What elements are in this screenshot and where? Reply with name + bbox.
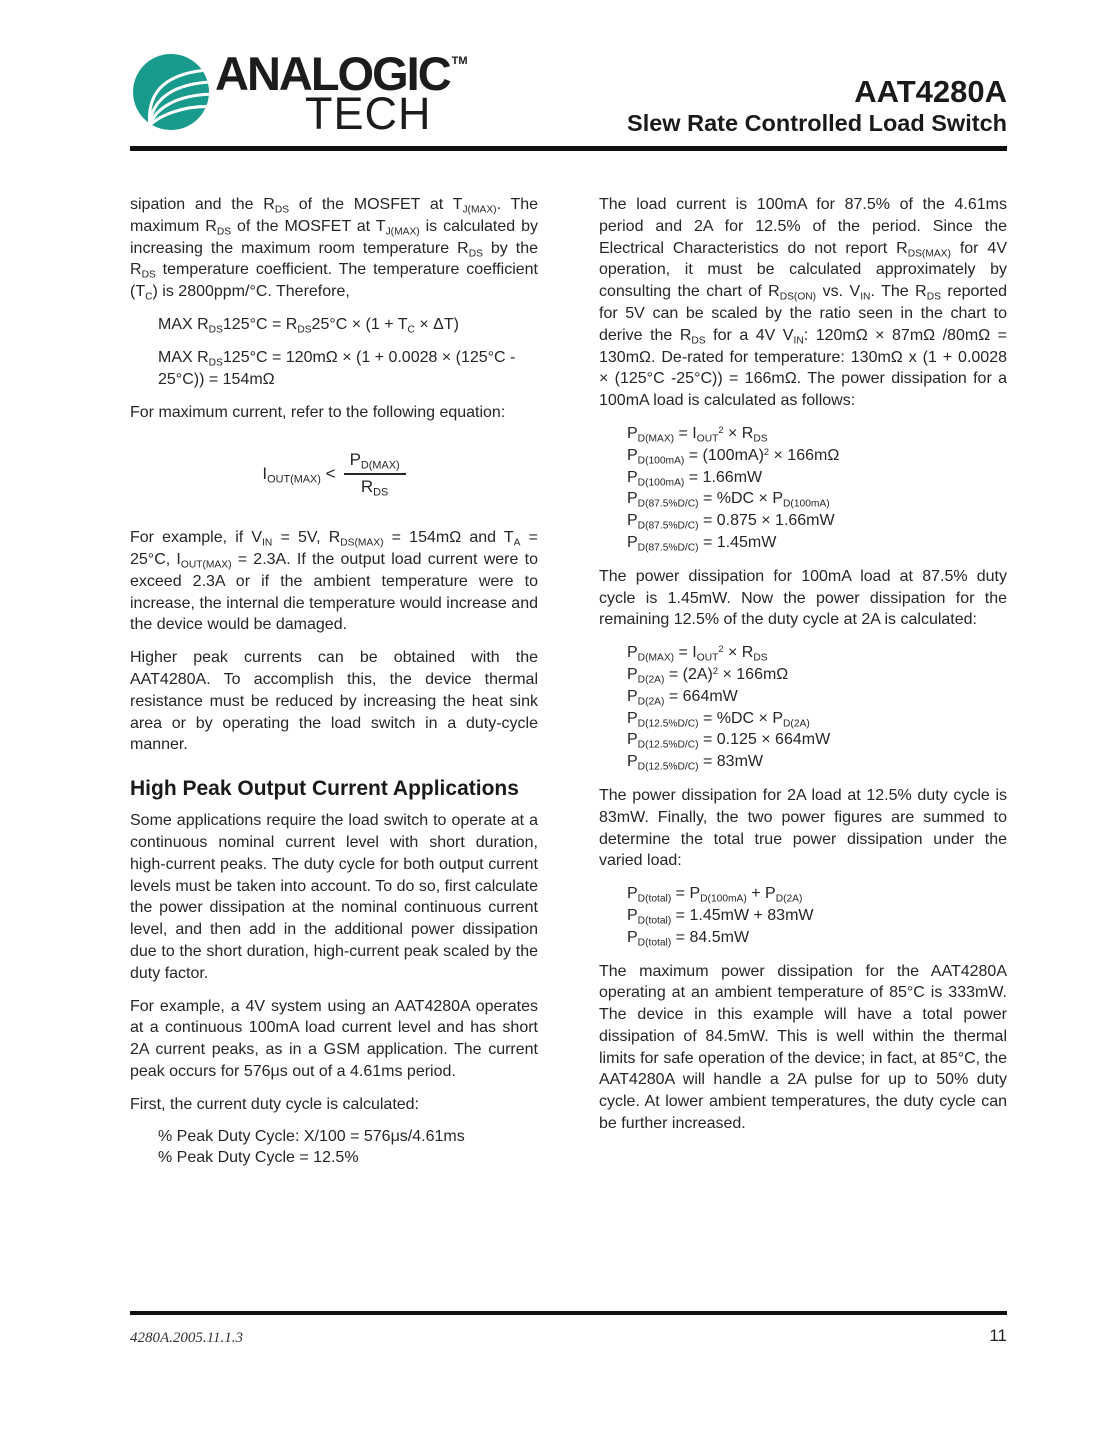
brand-name-line1: ANALOGIC ™	[215, 47, 468, 100]
equation-iout-max	[130, 450, 538, 497]
equation-line: $P_{D(total)} = 84.5mW$	[627, 928, 750, 948]
page-number: 11	[989, 1326, 1007, 1345]
equation-block-duty-cycle	[130, 1126, 538, 1170]
paragraph: Higher peak currents can be obtained with the AAT4280A. To accomplish this, the device thermal resistance must be reduced by increasing the heat sink area or by operating the load switch in a duty-cycle manner.	[130, 649, 538, 754]
equation-line: $P_{D(100mA)} = (100mA)^2 \times 166m\Omega$	[627, 446, 840, 467]
fraction	[344, 450, 406, 497]
fraction-numerator: $P_{D(MAX)}$	[349, 450, 400, 472]
paragraph: sipation and the $R_{DS}$ of the MOSFET at $T_{J(MAX)}$. The maximum $R_{DS}$ of the MOSFET at $T_{J(MAX)}$ is calculated by increasing the maximum room temperature $R_{DS}$ by the $R_{DS}$ temperature coefficient. The temperature coefficient $(T_C)$ is 2800ppm/°C. Therefore,	[130, 196, 539, 303]
part-number: AAT4280A	[854, 74, 1007, 109]
equation-line: $P_{D(87.5\%D/C)} = 1.45mW$	[627, 533, 777, 554]
trademark-symbol: TM	[451, 55, 468, 67]
equation-line: $P_{D(87.5\%D/C)} = \%DC \times P_{D(100mA)}$	[627, 490, 830, 510]
header-rule	[130, 146, 1007, 151]
equation-block-100ma	[599, 423, 1007, 554]
equation-line: $P_{D(total)} = 1.45mW + 83mW$	[627, 906, 814, 927]
paragraph: The load current is 100mA for 87.5% of the 4.61ms period and 2A for 12.5% of the period. Since the Electrical Characteristics do not report $R_{DS(MAX)}$ for 4V operation, it must be calculated approximately by consulting the chart of $R_{DS(ON)}$ vs. $V_{IN}$. The $R_{DS}$ reported for 5V can be scaled by the ratio seen in the chart to derive the $R_{DS}$ for a 4V $V_{IN}$: 120mΩ × 87mΩ /80mΩ = 130mΩ. De-rated for temperature: 130mΩ x (1 + 0.0028 × (125°C -25°C)) = 166mΩ. The power dissipation for a 100mA load is calculated as follows:	[599, 196, 1008, 410]
brand-text	[215, 47, 468, 139]
equation-line: $P_{D(total)} = P_{D(100mA)} + P_{D(2A)}$	[627, 885, 803, 905]
right-column	[599, 194, 1007, 1181]
doc-subtitle: Slew Rate Controlled Load Switch	[627, 109, 1007, 136]
equation-block-2a	[599, 642, 1007, 773]
equation-line: MAX $R_{DS}125^\circ C = R_{DS}25^\circ C \times (1 + T_C \times \Delta T)$	[158, 315, 459, 336]
brand-name-line2: TECH	[305, 88, 432, 139]
equation-line: % Peak Duty Cycle: X/100 = 576μs/4.61ms	[158, 1127, 465, 1145]
leaf-circle-icon	[133, 54, 209, 130]
paragraph: For maximum current, refer to the following equation:	[130, 404, 506, 422]
paragraph: For example, a 4V system using an AAT4280A operates at a continuous 100mA load current level and has short 2A current peaks, as in a GSM application. The current peak occurs for 576μs out of a 4.61ms period.	[130, 997, 538, 1080]
paragraph: Some applications require the load switch to operate at a continuous nominal current level with short duration, high-current peaks. The duty cycle for both output current levels must be taken into account. To do so, first calculate the power dissipation at the nominal continuous current level, and then add in the additional power dissipation due to the short duration, high-current peak scaled by the duty factor.	[130, 812, 538, 982]
fraction-denominator: $R_{DS}$	[360, 477, 389, 499]
paragraph: First, the current duty cycle is calculated:	[130, 1095, 419, 1113]
footer-rule	[130, 1311, 1007, 1315]
equation-line: $P_{D(12.5\%D/C)} = \%DC \times P_{D(2A)}$	[627, 709, 810, 729]
equation-line: $P_{D(2A)} = 664mW$	[627, 687, 738, 707]
equation-block-max-rds	[130, 314, 538, 390]
section-heading: High Peak Output Current Applications	[130, 777, 519, 801]
equation-lhs: $I_{OUT(MAX)}$ <	[262, 463, 336, 486]
page-body	[130, 194, 1007, 1181]
title-block	[627, 76, 1007, 137]
document-code: 4280A.2005.11.1.3	[130, 1330, 244, 1346]
equation-line: $P_{D(MAX)} = I_{OUT}^2 \times R_{DS}$	[627, 424, 768, 445]
equation-line: $P_{D(12.5\%D/C)} = 0.125 \times 664mW$	[627, 731, 831, 751]
equation-line: $P_{D(12.5\%D/C)} = 83mW$	[627, 753, 763, 773]
paragraph: The maximum power dissipation for the AAT4280A operating at an ambient temperature of 85°C is 333mW. The device in this example will have a total power dissipation of 84.5mW. This is well within the thermal limits for safe operation of the device; in fact, at 85°C, the AAT4280A will handle a 2A pulse for up to 50% duty cycle. At lower ambient temperatures, the duty cycle can be further increased.	[599, 962, 1007, 1133]
paragraph: For example, if $V_{IN} = 5V$, $R_{DS(MAX)} = 154m\Omega$ and $T_A = 25^\circ C$, $I_{OUT(MAX)} = 2.3A$. If the output load current were to exceed 2.3A or if the ambient temperature were to increase, the internal die temperature would increase and the device would be damaged.	[130, 529, 539, 634]
paragraph: The power dissipation for 100mA load at 87.5% duty cycle is 1.45mW. Now the power dissipation for the remaining 12.5% of the duty cycle at 2A is calculated:	[599, 567, 1007, 629]
equation-block-total	[599, 883, 1007, 948]
paragraph: The power dissipation for 2A load at 12.5% duty cycle is 83mW. Finally, the two power figures are summed to determine the total true power dissipation under the varied load:	[599, 786, 1007, 870]
equation-line: $P_{D(MAX)} = I_{OUT}^2 \times R_{DS}$	[627, 644, 768, 664]
equation-line: $P_{D(87.5\%D/C)} = 0.875 \times 1.66mW$	[627, 512, 835, 532]
brand-logo	[133, 47, 468, 139]
equation-line: $P_{D(100mA)} = 1.66mW$	[627, 468, 763, 488]
equation-line: $P_{D(2A)} = (2A)^2 \times 166m\Omega$	[627, 665, 789, 686]
equation-line: % Peak Duty Cycle = 12.5%	[158, 1149, 359, 1167]
equation-line: MAX $R_{DS}125^\circ C = 120m\Omega \times (1 + 0.0028 \times (125^\circ C - 25^\circ C)) = 154m\Omega$	[158, 348, 516, 388]
left-column	[130, 194, 538, 1181]
